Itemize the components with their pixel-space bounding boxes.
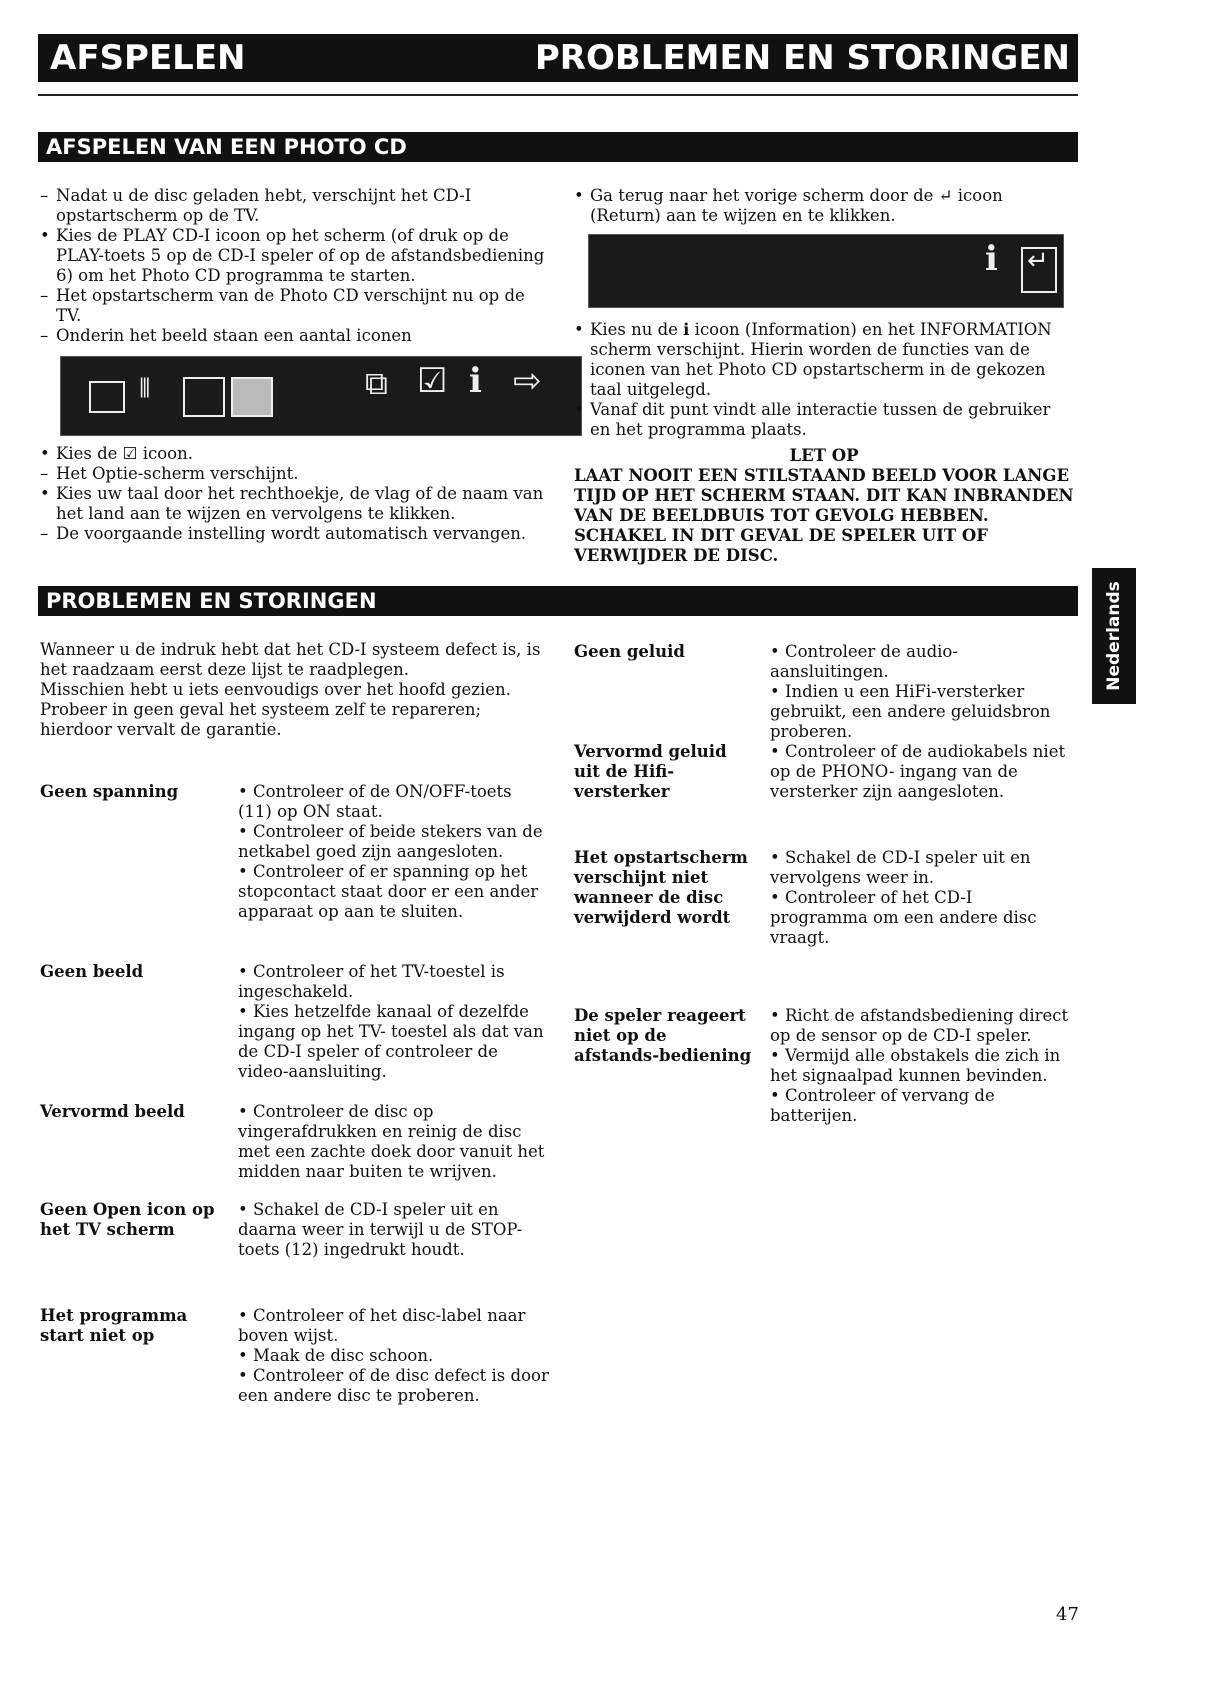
problem-label: De speler reageert niet op de afstands-bediening <box>574 1006 752 1065</box>
list-text: Vanaf dit punt vindt alle interactie tussen de gebruiker en het programma plaats. <box>590 400 1051 439</box>
solution-line: • Controleer of vervang de batterijen. <box>770 1086 995 1125</box>
list-marker: • <box>574 186 584 205</box>
solution-line: • Controleer of het CD-I programma om een andere disc vraagt. <box>770 888 1037 947</box>
intro-line: Misschien hebt u iets eenvoudigs over het hoofd gezien. <box>40 680 511 699</box>
solution-line: • Richt de afstandsbediening direct op de sensor op de CD-I speler. <box>770 1006 1069 1045</box>
solution-line: • Controleer of het TV-toestel is ingeschakeld. <box>238 962 505 1001</box>
folder-icon: ⧉ <box>365 364 388 402</box>
list-text: Ga terug naar het vorige scherm door de ↵ icoon (Return) aan te wijzen en te klikken. <box>590 186 1003 225</box>
solution-line: • Controleer of de disc defect is door een andere disc te proberen. <box>238 1366 549 1405</box>
list-item <box>574 186 1074 226</box>
solution-line: • Controleer de disc op vingerafdrukken en reinig de disc met een zachte doek door vanuit het midden naar buiten te wrijven. <box>238 1102 545 1181</box>
problem-label: Geen spanning <box>40 782 179 801</box>
cdi-icon-strip <box>60 356 582 436</box>
solution-line: • Controleer of beide stekers van de netkabel goed zijn aangesloten. <box>238 822 543 861</box>
problem-label: Geen beeld <box>40 962 144 981</box>
window-icon <box>89 381 125 413</box>
info-icon: ℹ <box>469 361 482 401</box>
list-text: De voorgaande instelling wordt automatisch vervangen. <box>56 524 527 543</box>
list-item <box>40 524 550 544</box>
list-text: Het opstartscherm van de Photo CD verschijnt nu op de TV. <box>56 286 525 325</box>
problem-label: Het opstartscherm verschijnt niet wanneer de disc verwijderd wordt <box>574 848 748 927</box>
photo-cd-left-column <box>40 186 550 544</box>
list-marker: • <box>574 320 584 339</box>
intro-line: Probeer in geen geval het systeem zelf te repareren; hierdoor vervalt de garantie. <box>40 700 482 739</box>
list-marker: – <box>40 464 49 483</box>
list-text: Kies nu de ℹ icoon (Information) en het INFORMATION scherm verschijnt. Hierin worden de functies van de iconen van het Photo CD opstartscherm in de gekozen taal uitgelegd. <box>590 320 1052 399</box>
list-marker: – <box>40 524 49 543</box>
solution-line: • Indien u een HiFi-versterker gebruikt, een andere geluidsbron proberen. <box>770 682 1051 741</box>
list-item <box>40 326 550 346</box>
list-item <box>40 186 550 226</box>
list-item <box>574 320 1074 400</box>
section-title-photo-cd: AFSPELEN VAN EEN PHOTO CD <box>38 132 1078 162</box>
page-arrows-icon: ⦀ <box>139 374 151 404</box>
list-text: Kies de ☑ icoon. <box>56 444 193 463</box>
section-title-problems: PROBLEMEN EN STORINGEN <box>38 586 1078 616</box>
list-marker: • <box>574 400 584 419</box>
list-marker: – <box>40 286 49 305</box>
checkbox-icon: ☑ <box>417 361 448 401</box>
header-right-title: PROBLEMEN EN STORINGEN <box>534 38 1070 78</box>
list-marker: – <box>40 186 49 205</box>
solution-line: • Maak de disc schoon. <box>238 1346 434 1365</box>
solution-line: • Schakel de CD-I speler uit en vervolgens weer in. <box>770 848 1031 887</box>
list-text: Het Optie-scherm verschijnt. <box>56 464 299 483</box>
list-marker: • <box>40 226 50 245</box>
language-tab <box>1092 568 1136 704</box>
return-arrow-icon: ↵ <box>1027 246 1049 276</box>
list-item <box>40 286 550 326</box>
intro-line: Wanneer u de indruk hebt dat het CD-I systeem defect is, is het raadzaam eerst deze lijst te raadplegen. <box>40 640 541 679</box>
solution-line: • Kies hetzelfde kanaal of dezelfde ingang op het TV- toestel als dat van de CD-I speler of controleer de video-aansluiting. <box>238 1002 544 1081</box>
problem-label: Vervormd beeld <box>40 1102 185 1121</box>
solution-line: • Controleer of de ON/OFF-toets (11) op ON staat. <box>238 782 512 821</box>
page-number: 47 <box>1056 1604 1079 1625</box>
page-header <box>38 34 1078 82</box>
info-icon: ℹ <box>985 239 998 279</box>
problem-label: Geen Open icon op het TV scherm <box>40 1200 215 1239</box>
solution-line: • Controleer de audio-aansluitingen. <box>770 642 958 681</box>
photo-cd-right-column <box>574 186 1074 566</box>
problems-intro <box>40 640 550 740</box>
list-marker: • <box>40 444 50 463</box>
list-text: Kies uw taal door het rechthoekje, de vlag of de naam van het land aan te wijzen en vervolgens te klikken. <box>56 484 544 523</box>
solution-line: • Controleer of er spanning op het stopcontact staat door er een ander apparaat op aan te sluiten. <box>238 862 539 921</box>
header-left-title: AFSPELEN <box>50 38 246 78</box>
list-item <box>40 444 550 464</box>
exit-icon: ⇨ <box>513 361 542 401</box>
solution-line: • Vermijd alle obstakels die zich in het signaalpad kunnen bevinden. <box>770 1046 1061 1085</box>
list-item <box>40 226 550 286</box>
problem-label: Het programma start niet op <box>40 1306 188 1345</box>
list-text: Onderin het beeld staan een aantal iconen <box>56 326 412 345</box>
problem-label: Vervormd geluid uit de Hifi-versterker <box>574 742 727 801</box>
list-text: Kies de PLAY CD-I icoon op het scherm (of druk op de PLAY-toets 5 op de CD-I speler of op de afstandsbediening 6) om het Photo CD programma te starten. <box>56 226 545 285</box>
problem-label: Geen geluid <box>574 642 685 661</box>
fullscreen-icon <box>231 377 273 417</box>
warning-text: LAAT NOOIT EEN STILSTAAND BEELD VOOR LANGE TIJD OP HET SCHERM STAAN. DIT KAN INBRANDEN VAN DE BEELDBUIS TOT GEVOLG HEBBEN. SCHAKEL IN DIT GEVAL DE SPELER UIT OF VERWIJDER DE DISC. <box>574 466 1074 565</box>
language-tab-label: Nederlands <box>1104 581 1124 691</box>
list-item <box>40 464 550 484</box>
list-text: Nadat u de disc geladen hebt, verschijnt het CD-I opstartscherm op de TV. <box>56 186 472 225</box>
return-icon-strip <box>588 234 1064 308</box>
solution-line: • Controleer of de audiokabels niet op de PHONO- ingang van de versterker zijn aangesloten. <box>770 742 1066 801</box>
list-item <box>40 484 550 524</box>
solution-line: • Schakel de CD-I speler uit en daarna weer in terwijl u de STOP-toets (12) ingedrukt houdt. <box>238 1200 523 1259</box>
list-marker: – <box>40 326 49 345</box>
header-rule <box>38 94 1078 96</box>
list-item <box>574 400 1074 440</box>
warning-title: LET OP <box>789 446 859 465</box>
list-marker: • <box>40 484 50 503</box>
solution-line: • Controleer of het disc-label naar boven wijst. <box>238 1306 526 1345</box>
grid-icon <box>183 377 225 417</box>
